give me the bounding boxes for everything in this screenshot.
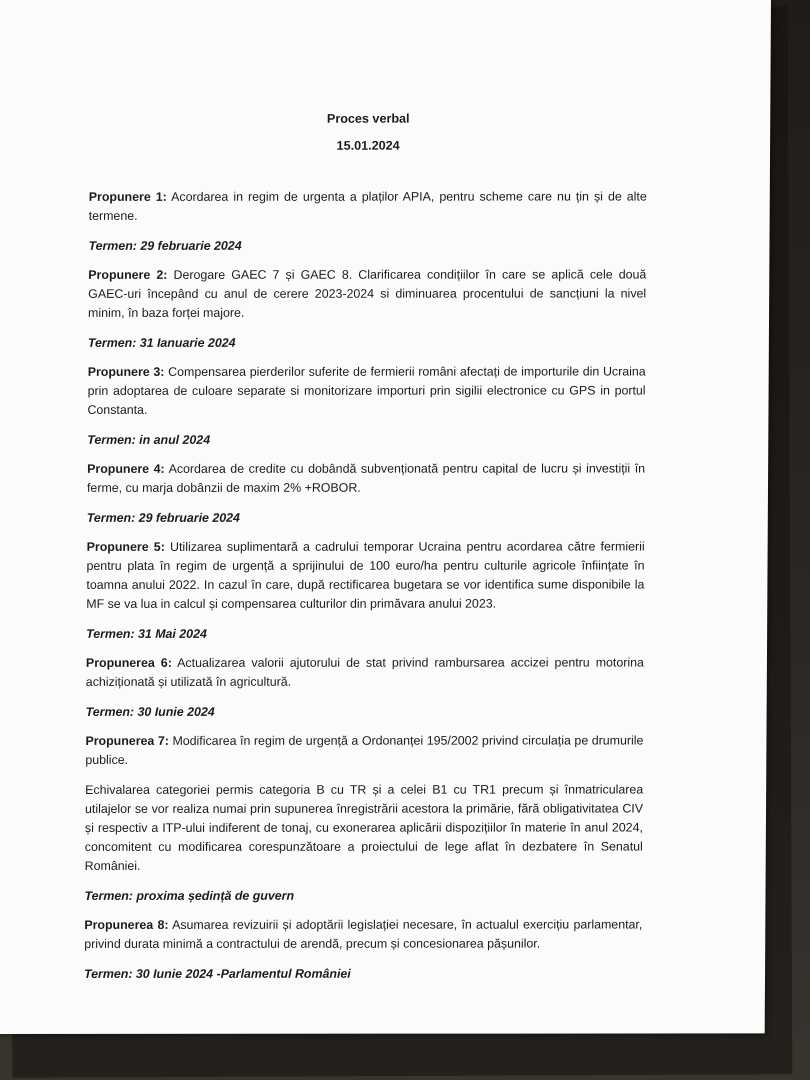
proposal-4-text: Acordarea de credite cu dobândă subvenționată pentru capital de lucru și investiții în ferme, cu marja dobânzii de maxim 2% +ROBOR. [86,461,646,495]
termen-3: Termen: in anul 2024 [87,432,211,447]
proposal-3-lead: Propunere 3: [87,364,165,379]
proposal-7 [85,731,643,769]
termen-4: Termen: 29 februarie 2024 [86,510,240,525]
proposal-7-text: Modificarea în regim de urgență a Ordonanței 195/2002 privind circulația pe drumurile publice. [85,733,644,767]
proposal-4-lead: Propunere 4: [87,461,165,476]
proposal-8 [84,915,642,953]
proposal-6-text: Actualizarea valorii ajutorului de stat privind rambursarea accizei pentru motorina achiziționată și utilizată în agricultură. [85,655,644,689]
termen-5: Termen: 31 Mai 2024 [86,626,207,641]
termen-8: Termen: 30 Iunie 2024 -Parlamentul României [84,966,351,981]
proposal-1 [89,187,647,225]
proposal-7-extra: Echivalarea categoriei permis categoria B cu TR și a celei B1 cu TR1 precum și înmatricularea utilajelor se vor realiza numai prin supunerea înregistrării acestora la primărie, fără obligativitatea CIV și respectiv a ITP-ului indiferent de tonaj, cu exonerarea aplicării dispozițiilor în materie în anul 2024, concomitent cu modificarea corespunzătoare a proiectului de lege aflat în dezbatere în Senatul României. [84,782,644,873]
proposal-2 [88,265,646,322]
proposal-1-lead: Propunere 1: [88,189,167,204]
proposal-8-text: Asumarea revizuirii și adoptării legislației necesare, în actualul exercițiu parlamentar, privind durata minimă a contractului de arendă, precum și concesionarea pășunilor. [84,917,643,951]
termen-2: Termen: 31 Ianuarie 2024 [87,335,236,350]
proposal-6-lead: Propunerea 6: [85,655,172,670]
termen-6: Termen: 30 Iunie 2024 [85,704,215,719]
termen-7: Termen: proxima ședință de guvern [84,888,295,903]
proposal-1-text: Acordarea in regim de urgenta a plaților APIA, pentru scheme care nu țin și de alte termene. [88,189,647,223]
proposal-5 [86,537,644,613]
termen-1: Termen: 29 februarie 2024 [88,238,242,253]
proposal-3-text: Compensarea pierderilor suferite de fermierii români afectați de importurile din Ucraina prin adoptarea de culoare separate si monitorizare importuri prin sigilii electronice cu GPS in portul Constanta. [87,364,646,417]
proposal-5-lead: Propunere 5: [86,539,165,554]
document-body [84,109,647,994]
proposal-4 [87,459,645,497]
proposal-7-lead: Propunerea 7: [85,733,169,748]
proposal-2-lead: Propunere 2: [88,267,168,282]
proposal-2-text: Derogare GAEC 7 și GAEC 8. Clarificarea condițiilor în care se aplică cele două GAEC-uri începând cu anul de cerere 2023-2024 si diminuarea procentului de sancțiuni la nivel minim, în baza forței majore. [88,267,647,320]
proposal-5-text: Utilizarea suplimentară a cadrului temporar Ucraina pentru acordarea către fermierii pentru plata în regim de urgență a sprijinului de 100 euro/ha pentru culturile agricole înființate în toamna anului 2022. In cazul în care, după rectificarea bugetara se vor identifica sume disponibile la MF se va lua in calcul și compensarea culturilor din primăvara anului 2023. [86,539,645,611]
proposal-3 [87,362,645,419]
document-date: 15.01.2024 [336,138,400,153]
proposal-8-lead: Propunerea 8: [84,917,169,932]
document-title: Proces verbal [326,111,410,126]
proposal-6 [86,653,644,691]
